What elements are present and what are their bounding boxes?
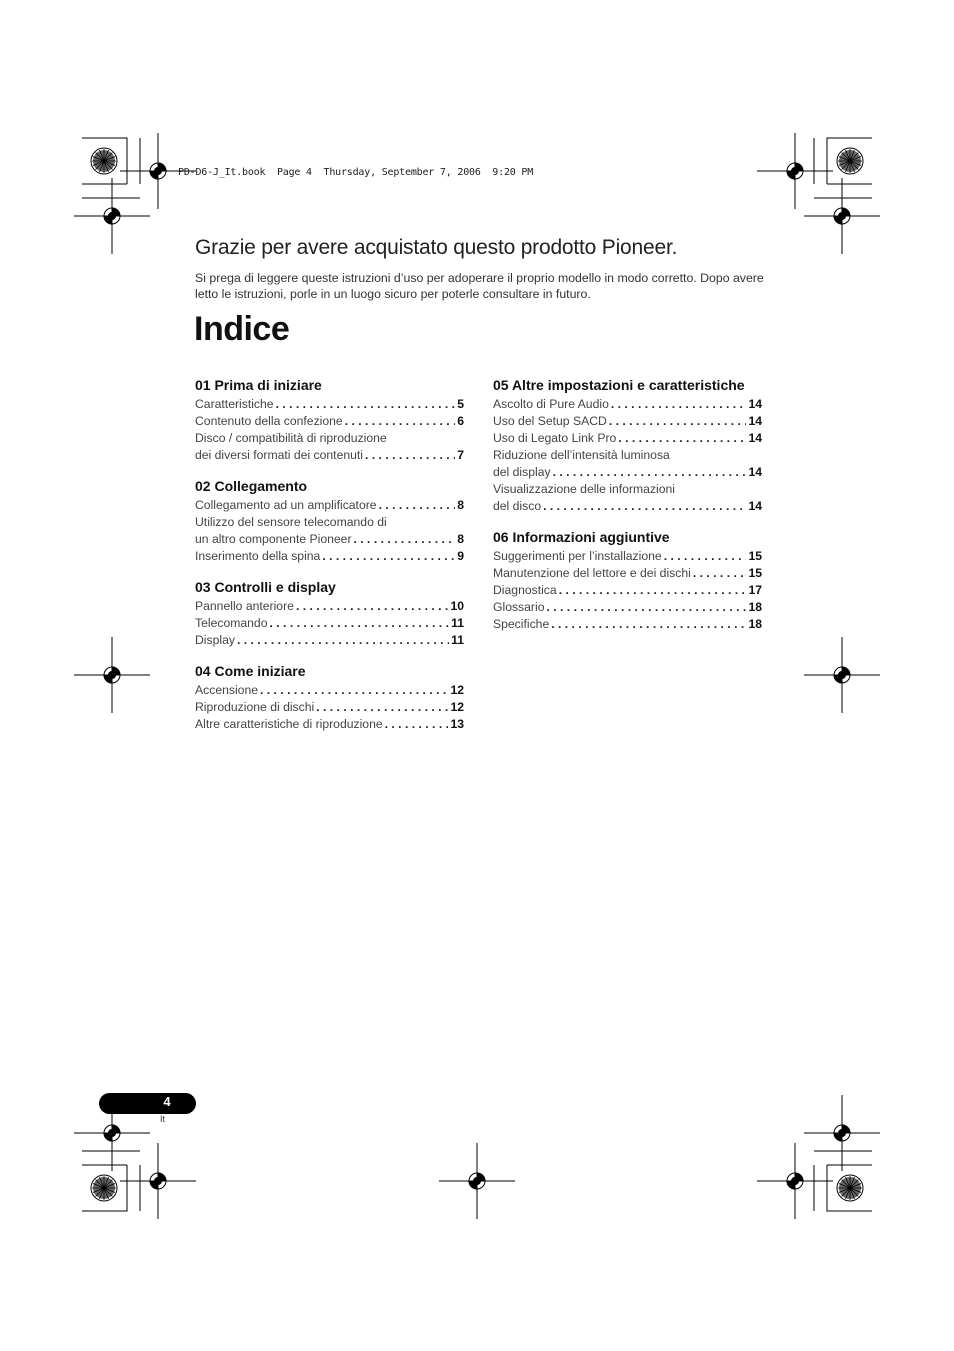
toc-entry[interactable]: [195, 699, 464, 716]
toc-entry-text-line: Riduzione dell’intensità luminosa: [493, 448, 670, 462]
toc-entry-label: Pannello anteriore: [195, 599, 294, 613]
toc-entry-label: Inserimento della spina: [195, 549, 321, 563]
toc-entry[interactable]: [493, 413, 762, 430]
toc-section-title: 06 Informazioni aggiuntive: [493, 529, 670, 545]
toc-entry-page-number: 11: [451, 633, 464, 647]
toc-entry-page-number: 8: [457, 498, 464, 512]
toc-entry-label: Uso del Setup SACD: [493, 414, 607, 428]
toc-section-title: 02 Collegamento: [195, 478, 308, 494]
dot-leader: [270, 615, 450, 632]
toc-entry-label: Accensione: [195, 683, 259, 697]
dot-leader: [379, 497, 456, 514]
dot-leader: [296, 598, 449, 615]
toc-entry-text-line: Visualizzazione delle informazioni: [493, 482, 676, 496]
toc-entry-label: Display: [195, 633, 235, 647]
toc-entry[interactable]: [195, 413, 464, 430]
toc-entry-page-number: 9: [457, 549, 464, 563]
dot-leader: [609, 413, 747, 430]
toc-entry-page-number: 12: [450, 700, 464, 714]
toc-entry-label: Suggerimenti per l’installazione: [493, 549, 662, 563]
toc-section: [195, 477, 464, 565]
toc-entry-label: Manutenzione del lettore e dei dischi: [493, 566, 691, 580]
toc-entry[interactable]: [195, 716, 464, 733]
toc-entry-page-number: 11: [451, 616, 464, 630]
toc-entry[interactable]: [493, 548, 762, 565]
toc-section: [195, 662, 464, 733]
toc-entry-label: Ascolto di Pure Audio: [493, 397, 609, 411]
toc-entry-page-number: 17: [748, 583, 762, 597]
toc-section-title: 05 Altre impostazioni e caratteristiche: [493, 377, 745, 393]
toc-entry[interactable]: [195, 598, 464, 615]
toc-entry[interactable]: [493, 396, 762, 413]
dot-leader: [345, 413, 456, 430]
page-number-badge: [99, 1093, 196, 1114]
toc-entry-page-number: 7: [457, 448, 464, 462]
toc-entry-label: del disco: [493, 499, 542, 513]
toc-entry-text-line: Disco / compatibilità di riproduzione: [195, 431, 387, 445]
toc-entry-label: Telecomando: [195, 616, 268, 630]
dot-leader: [322, 548, 455, 565]
dot-leader: [354, 531, 456, 548]
toc-section-title: 01 Prima di iniziare: [195, 377, 322, 393]
toc-column-left: [195, 376, 464, 746]
toc-section: [195, 376, 464, 464]
toc-section: [493, 528, 762, 633]
toc-entry-label: Altre caratteristiche di riproduzione: [195, 717, 383, 731]
toc-entry-page-number: 14: [748, 465, 762, 479]
toc-entry-text-line: Utilizzo del sensore telecomando di: [195, 515, 387, 529]
toc-entry-page-number: 15: [748, 566, 762, 580]
dot-leader: [316, 699, 448, 716]
toc-section-title: 03 Controlli e display: [195, 579, 336, 595]
toc-entry[interactable]: [195, 615, 464, 632]
toc-entry[interactable]: [493, 565, 762, 582]
dot-leader: [276, 396, 456, 413]
toc-entry[interactable]: [493, 599, 762, 616]
dot-leader: [543, 498, 746, 515]
toc-entry-label: dei diversi formati dei contenuti: [195, 448, 364, 462]
dot-leader: [611, 396, 747, 413]
toc-entry-label: Riproduzione di dischi: [195, 700, 315, 714]
toc-entry-label: Uso di Legato Link Pro: [493, 431, 617, 445]
toc-entry-page-number: 5: [457, 397, 464, 411]
intro-paragraph: Si prega di leggere queste istruzioni d’uso per adoperare il proprio modello in modo corretto. Dopo avere letto le istruzioni, porle in un luogo sicuro per poterle consultare in futuro.: [195, 271, 764, 301]
toc-entry-page-number: 18: [748, 600, 762, 614]
toc-entry[interactable]: [493, 616, 762, 633]
toc-entry-label: del display: [493, 465, 551, 479]
dot-leader: [385, 716, 449, 733]
page-subtitle: Grazie per avere acquistato questo prodotto Pioneer.: [195, 236, 678, 259]
toc-entry[interactable]: [195, 548, 464, 565]
dot-leader: [260, 682, 448, 699]
toc-entry[interactable]: [195, 497, 464, 514]
toc-section: [493, 376, 762, 515]
toc-section: [195, 578, 464, 649]
toc-entry-label: Specifiche: [493, 617, 550, 631]
toc-entry[interactable]: [493, 447, 762, 481]
toc-entry-page-number: 18: [748, 617, 762, 631]
page-title: Indice: [194, 310, 290, 348]
dot-leader: [546, 599, 746, 616]
toc-entry[interactable]: [195, 396, 464, 413]
toc-entry-page-number: 14: [748, 431, 762, 445]
toc-entry[interactable]: [195, 682, 464, 699]
dot-leader: [237, 632, 449, 649]
dot-leader: [551, 616, 746, 633]
toc-entry[interactable]: [493, 481, 762, 515]
toc-entry-label: Diagnostica: [493, 583, 557, 597]
toc-entry-page-number: 8: [457, 532, 464, 546]
toc-entry-page-number: 12: [450, 683, 464, 697]
dot-leader: [559, 582, 747, 599]
toc-entry-page-number: 14: [748, 397, 762, 411]
toc-entry-label: Caratteristiche: [195, 397, 274, 411]
toc-entry[interactable]: [493, 430, 762, 447]
dot-leader: [553, 464, 747, 481]
toc-entry-label: Contenuto della confezione: [195, 414, 343, 428]
toc-entry-label: Collegamento ad un amplificatore: [195, 498, 377, 512]
toc-entry[interactable]: [195, 430, 464, 464]
page-number: 4: [163, 1094, 171, 1109]
dot-leader: [664, 548, 747, 565]
toc-entry[interactable]: [195, 632, 464, 649]
toc-entry-page-number: 14: [748, 414, 762, 428]
dot-leader: [365, 447, 455, 464]
dot-leader: [618, 430, 746, 447]
toc-entry-page-number: 6: [457, 414, 464, 428]
toc-entry[interactable]: [195, 514, 464, 548]
toc-entry-page-number: 14: [748, 499, 762, 513]
dot-leader: [693, 565, 747, 582]
toc-section-title: 04 Come iniziare: [195, 663, 306, 679]
page-language-code: It: [160, 1114, 166, 1124]
toc-column-right: [493, 376, 762, 646]
toc-entry-page-number: 15: [748, 549, 762, 563]
toc-entry-label: Glossario: [493, 600, 545, 614]
toc-entry[interactable]: [493, 582, 762, 599]
toc-entry-label: un altro componente Pioneer: [195, 532, 352, 546]
toc-entry-page-number: 10: [450, 599, 464, 613]
book-header-line: PD-D6-J_It.book Page 4 Thursday, September 7, 2006 9:20 PM: [178, 167, 534, 178]
toc-entry-page-number: 13: [450, 717, 464, 731]
